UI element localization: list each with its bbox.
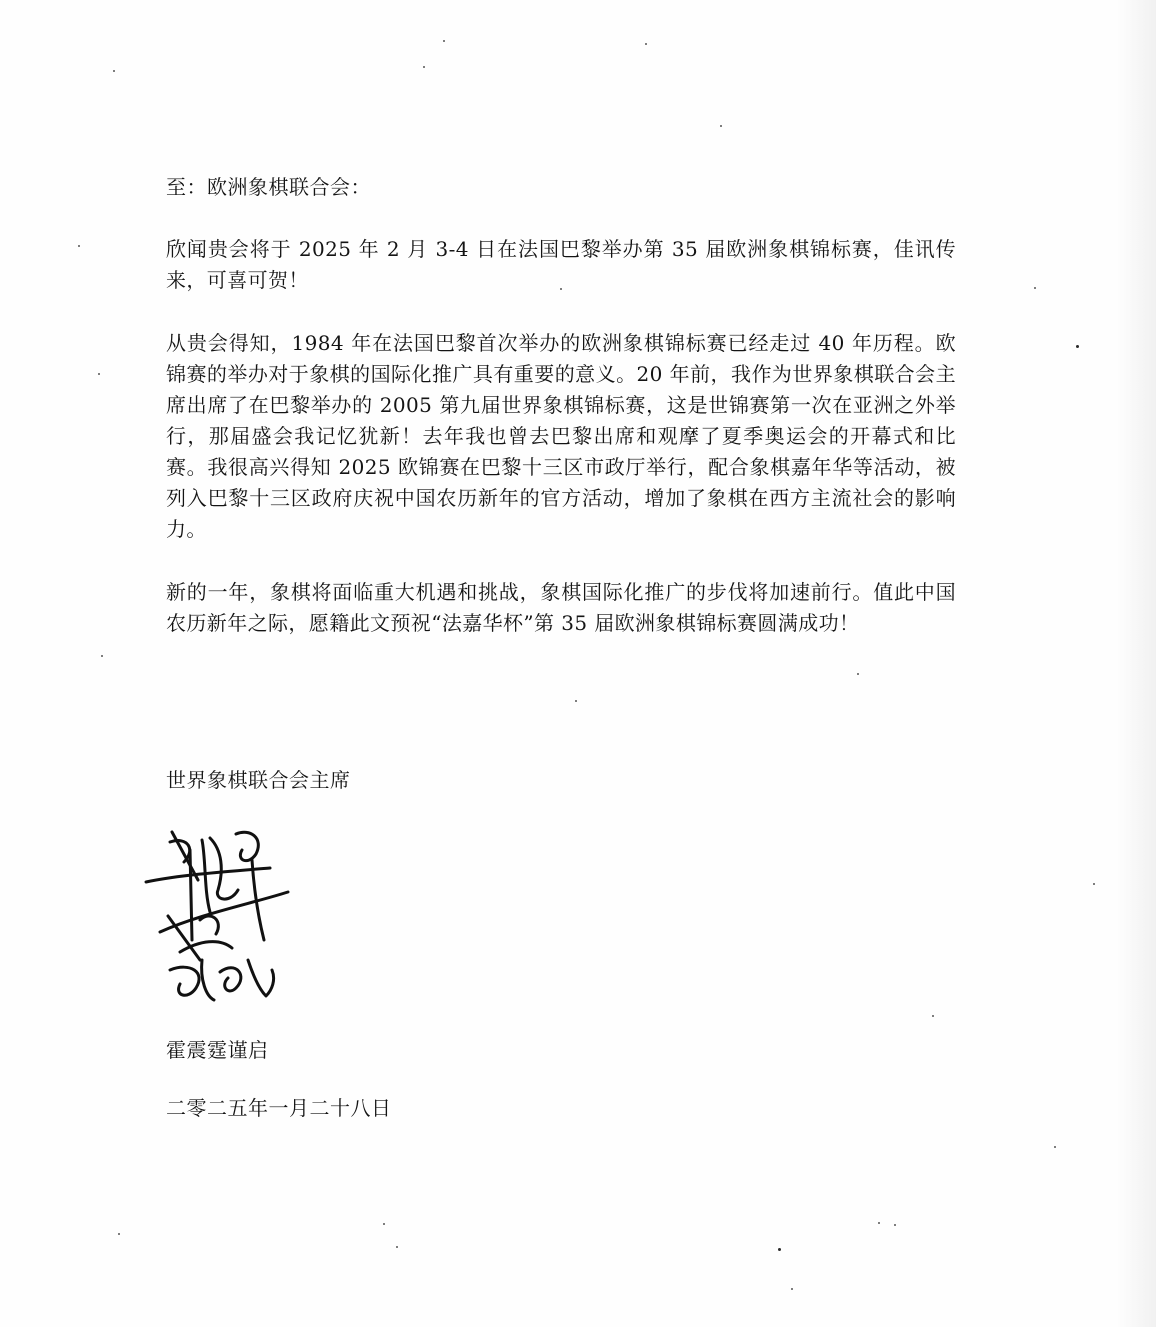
scan-speck: [98, 373, 100, 375]
scan-speck: [878, 1222, 880, 1224]
scan-speck: [894, 1224, 896, 1226]
scan-speck: [720, 125, 722, 127]
scan-speck: [778, 1248, 781, 1251]
scan-speck: [383, 1223, 385, 1225]
signer-title: 世界象棋联合会主席: [166, 768, 351, 792]
salutation: 至：欧洲象棋联合会：: [166, 175, 371, 199]
scan-speck: [78, 245, 80, 247]
scan-speck: [1076, 345, 1079, 348]
paragraph-history: 从贵会得知，1984 年在法国巴黎首次举办的欧洲象棋锦标赛已经走过 40 年历程。欧锦赛的举办对于象棋的国际化推广具有重要的意义。20 年前，我作为世界象棋联合会主席出席了在巴黎举办的 2005 第九届世界象棋锦标赛，这是世锦赛第一次在亚洲之外举行，那届盛会我记忆犹新！去年我也曾去巴黎出席和观摩了夏季奥运会的开幕式和比赛。我很高兴得知 2025 欧锦赛在巴黎十三区市政厅举行，配合象棋嘉年华等活动，被列入巴黎十三区政府庆祝中国农历新年的官方活动，增加了象棋在西方主流社会的影响力。: [166, 331, 956, 541]
scan-speck: [791, 1288, 793, 1290]
scan-speck: [1034, 287, 1036, 289]
paragraph-wishes: 新的一年，象棋将面临重大机遇和挑战，象棋国际化推广的步伐将加速前行。值此中国农历新年之际，愿籍此文预祝“法嘉华杯”第 35 届欧洲象棋锦标赛圆满成功！: [166, 580, 956, 635]
scan-speck: [443, 40, 445, 42]
handwritten-signature: [140, 820, 310, 1010]
signer-name: 霍震霆谨启: [166, 1038, 269, 1062]
letter-body: [166, 172, 956, 671]
scan-speck: [423, 66, 425, 68]
scan-speck: [1093, 883, 1095, 885]
scan-speck: [857, 673, 859, 675]
scan-speck: [932, 1015, 934, 1017]
scan-speck: [575, 700, 577, 702]
scan-speck: [1054, 1146, 1056, 1148]
scan-speck: [645, 43, 647, 45]
paragraph-greeting: 欣闻贵会将于 2025 年 2 月 3-4 日在法国巴黎举办第 35 届欧洲象棋锦标赛，佳讯传来，可喜可贺！: [166, 237, 956, 292]
scan-edge-shadow: [1116, 0, 1156, 1327]
scan-speck: [118, 1233, 120, 1235]
scan-speck: [113, 70, 115, 72]
scan-speck: [101, 655, 103, 657]
scan-speck: [396, 1246, 398, 1248]
letter-date: 二零二五年一月二十八日: [166, 1096, 392, 1120]
